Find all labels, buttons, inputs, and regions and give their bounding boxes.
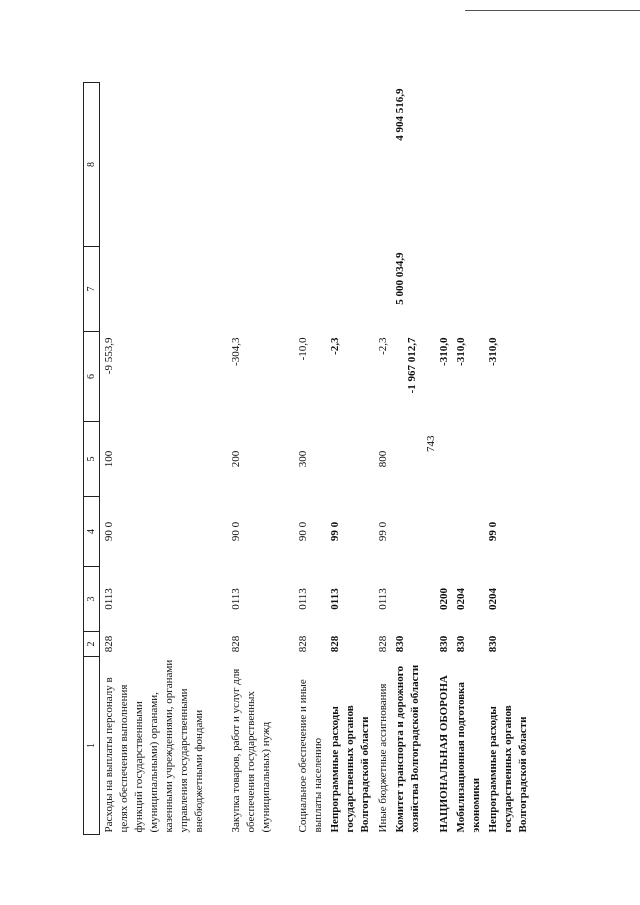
column-header: 1 [84,657,100,835]
table-row [294,83,326,835]
cell-amount-2 [452,247,484,332]
cell-expense-type: 300 [296,450,309,468]
cell-section: 0200 [437,588,450,610]
cell-expense-type: 200 [229,450,242,468]
row-name: Иные бюджетные ассигнования [376,683,389,833]
cell-amount: -304,3 [229,337,242,366]
row-name: Непрограммные расходы государственных органов Волгоградской области [486,705,529,833]
cell-amount: -10,0 [296,337,309,361]
cell-expense-type: 800 [376,450,389,468]
cell-amount: -2,3 [376,337,389,355]
table-row [435,83,452,835]
cell-section: 0204 [454,588,467,610]
cell-expense-type [452,422,484,497]
cell-amount: -310,0 [454,337,467,366]
column-header: 8 [84,83,100,247]
cell-ministry: 828 [103,635,115,653]
rotated-page [83,83,623,835]
cell-expense-type: 100 [103,450,115,468]
budget-table [83,82,532,835]
column-header: 2 [84,632,100,657]
cell-amount-3 [484,83,532,247]
table-row [227,83,294,835]
column-number-row [84,83,100,835]
cell-program: 90 0 [229,521,242,542]
cell-amount-3 [435,83,452,247]
cell-amount-2 [227,247,294,332]
cell-amount-2 [294,247,326,332]
cell-expense-type [326,422,374,497]
table-row [100,83,227,835]
top-rule [465,10,640,11]
cell-section: 0113 [296,588,309,610]
cell-ministry: 828 [376,635,389,653]
cell-ministry: 828 [296,635,309,653]
row-name: НАЦИОНАЛЬНАЯ ОБОРОНА [437,675,450,833]
cell-section: 0113 [376,588,389,610]
cell-program: 90 0 [103,521,115,542]
cell-amount-3 [374,83,391,247]
cell-expense-type [435,422,452,497]
cell-amount: -2,3 [328,337,341,355]
cell-section [391,567,435,632]
cell-program: 90 0 [296,521,309,542]
row-name: Расходы на выплаты персоналу в целях обеспечения выполнения функций государственными (муниципальными) органами, казенными учреждениями, органами управления государственными внебюджетными фондами [103,659,205,833]
page-number: 743 [425,435,437,452]
cell-ministry: 828 [229,635,242,653]
cell-section: 0204 [486,588,499,610]
cell-ministry: 828 [328,635,341,653]
cell-amount: -1 967 012,7 [405,337,418,394]
cell-program: 99 0 [328,521,341,542]
table-row [484,83,532,835]
table-row [326,83,374,835]
cell-ministry: 830 [486,635,499,653]
cell-amount-3 [294,83,326,247]
cell-amount-2 [100,247,227,332]
column-header: 6 [84,332,100,422]
cell-expense-type [484,422,532,497]
cell-program [452,497,484,567]
cell-amount-3 [452,83,484,247]
cell-amount-3: 4 904 516,9 [393,88,406,141]
cell-amount-2 [484,247,532,332]
cell-amount: -310,0 [437,337,450,366]
cell-ministry: 830 [437,635,450,653]
column-header: 7 [84,247,100,332]
column-header: 3 [84,567,100,632]
cell-amount-2: 5 000 034,9 [393,252,406,305]
cell-section: 0113 [103,588,115,610]
row-name: Мобилизационная подготовка экономики [454,682,482,833]
table-row [374,83,391,835]
cell-program [435,497,452,567]
cell-program: 99 0 [486,521,499,542]
cell-amount-3 [227,83,294,247]
cell-section: 0113 [328,588,341,610]
cell-amount-2 [435,247,452,332]
cell-expense-type [391,422,435,497]
cell-amount: -310,0 [486,337,499,366]
cell-program: 99 0 [376,521,389,542]
table-row [391,83,435,835]
cell-program [391,497,435,567]
row-name: Закупка товаров, работ и услуг для обеспечения государственных (муниципальных) нужд [229,668,272,833]
column-header: 4 [84,497,100,567]
cell-amount: -9 553,9 [103,337,115,375]
row-name: Комитет транспорта и дорожного хозяйства Волгоградской области [393,664,421,833]
table-row [452,83,484,835]
row-name: Социальное обеспечение и иные выплаты населению [296,679,324,833]
cell-ministry: 830 [454,635,467,653]
cell-amount-2 [326,247,374,332]
cell-ministry: 830 [393,635,406,653]
cell-amount-2 [374,247,391,332]
column-header: 5 [84,422,100,497]
row-name: Непрограммные расходы государственных органов Волгоградской области [328,705,371,833]
cell-amount-3 [100,83,227,247]
cell-section: 0113 [229,588,242,610]
cell-amount-3 [326,83,374,247]
